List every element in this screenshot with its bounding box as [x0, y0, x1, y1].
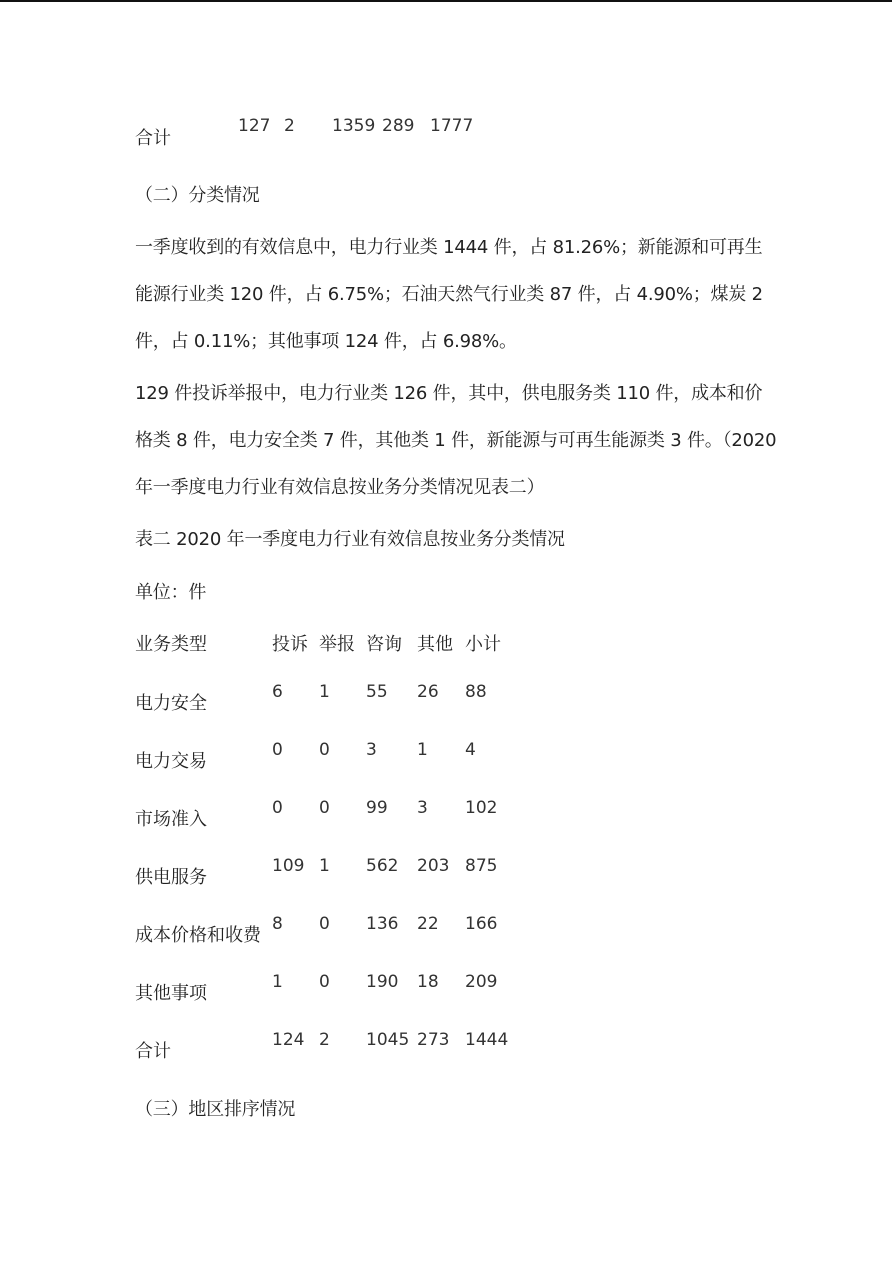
table2-header-other: 其他: [417, 634, 453, 655]
prev-table-total-report: 2: [284, 116, 295, 136]
table2-cell: 8: [272, 914, 283, 934]
table2-row-label: 供电服务: [135, 867, 207, 888]
table2-cell: 4: [465, 740, 476, 760]
table2-cell: 102: [465, 798, 498, 818]
table2-cell: 190: [366, 972, 399, 992]
table2-unit: 单位：件: [135, 582, 207, 603]
paragraph2-line3: 年一季度电力行业有效信息按业务分类情况见表二）: [135, 477, 545, 498]
table2-row-label: 电力交易: [135, 751, 207, 772]
paragraph2-line2: 格类 8 件，电力安全类 7 件，其他类 1 件，新能源与可再生能源类 3 件。（2020: [135, 430, 777, 451]
prev-table-total-complaint: 127: [238, 116, 271, 136]
table2-cell: 0: [272, 798, 283, 818]
table2-total-cell: 273: [417, 1030, 450, 1050]
table2-cell: 1: [319, 856, 330, 876]
table2-cell: 3: [366, 740, 377, 760]
paragraph1-line3: 件，占 0.11%；其他事项 124 件，占 6.98%。: [135, 331, 517, 352]
prev-table-total-other: 289: [382, 116, 415, 136]
table2-cell: 209: [465, 972, 498, 992]
table2-cell: 0: [319, 740, 330, 760]
table2-cell: 166: [465, 914, 498, 934]
table2-header-report: 举报: [319, 634, 355, 655]
table2-cell: 562: [366, 856, 399, 876]
table2-header-type: 业务类型: [135, 634, 207, 655]
table2-cell: 18: [417, 972, 439, 992]
table2-cell: 88: [465, 682, 487, 702]
table2-total-cell: 1045: [366, 1030, 410, 1050]
prev-table-total-subtotal: 1777: [430, 116, 474, 136]
paragraph1-line1: 一季度收到的有效信息中，电力行业类 1444 件，占 81.26%；新能源和可再生: [135, 237, 763, 258]
table2-cell: 875: [465, 856, 498, 876]
table2-cell: 1: [272, 972, 283, 992]
table2-cell: 55: [366, 682, 388, 702]
prev-table-total-consult: 1359: [332, 116, 376, 136]
table2-total-cell: 1444: [465, 1030, 509, 1050]
table2-total-cell: 124: [272, 1030, 305, 1050]
table2-header-subtotal: 小计: [465, 634, 501, 655]
table2-cell: 136: [366, 914, 399, 934]
paragraph2-line1: 129 件投诉举报中，电力行业类 126 件，其中，供电服务类 110 件，成本和价: [135, 383, 763, 404]
section3-heading: （三）地区排序情况: [135, 1099, 296, 1120]
table2-header-consult: 咨询: [366, 634, 402, 655]
table2-row-label: 电力安全: [135, 693, 207, 714]
table2-cell: 0: [272, 740, 283, 760]
table2-cell: 1: [417, 740, 428, 760]
table2-cell: 99: [366, 798, 388, 818]
prev-table-total-label: 合计: [135, 128, 171, 149]
top-border-line: [0, 0, 892, 2]
table2-cell: 0: [319, 972, 330, 992]
table2-row-label: 其他事项: [135, 983, 207, 1004]
table2-header-complaint: 投诉: [272, 634, 308, 655]
table2-caption: 表二 2020 年一季度电力行业有效信息按业务分类情况: [135, 529, 565, 550]
section2-heading: （二）分类情况: [135, 185, 260, 206]
table2-cell: 203: [417, 856, 450, 876]
table2-total-label: 合计: [135, 1041, 171, 1062]
paragraph1-line2: 能源行业类 120 件，占 6.75%；石油天然气行业类 87 件，占 4.90%；煤炭 2: [135, 284, 763, 305]
table2-row-label: 市场准入: [135, 809, 207, 830]
table2-total-cell: 2: [319, 1030, 330, 1050]
table2-cell: 0: [319, 914, 330, 934]
table2-cell: 22: [417, 914, 439, 934]
table2-row-label: 成本价格和收费: [135, 925, 261, 946]
table2-cell: 6: [272, 682, 283, 702]
table2-cell: 0: [319, 798, 330, 818]
table2-cell: 109: [272, 856, 305, 876]
table2-cell: 26: [417, 682, 439, 702]
table2-cell: 3: [417, 798, 428, 818]
table2-cell: 1: [319, 682, 330, 702]
